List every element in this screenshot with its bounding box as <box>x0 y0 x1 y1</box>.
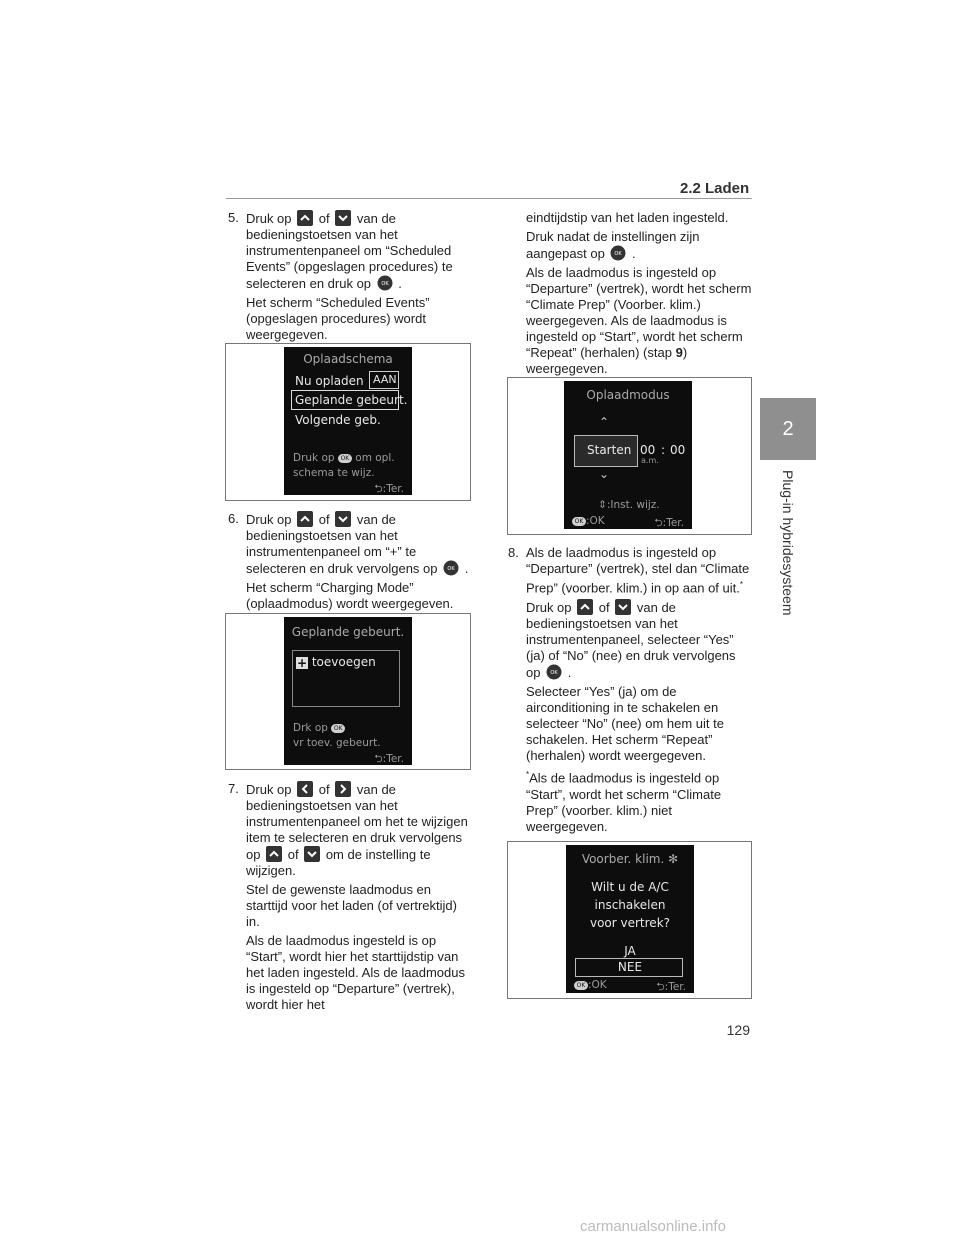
chevron-up-button-icon <box>297 210 313 226</box>
chevron-down-button-icon <box>615 599 631 615</box>
screen-title: Geplande gebeurt. <box>291 625 405 639</box>
chevron-down-button-icon <box>335 511 351 527</box>
right-column: eindtijdstip van het laden ingesteld. Druk nadat de instellingen zijn aangepast op OK . Als de laadmodus is ingesteld op “Departure” (vertrek), wordt het scherm “Climate Prep” (Voorber. klim.) weergegeven. Als de laadmodus is ingesteld op “Start”, wordt het scherm “Repeat” (herhalen) (stap 9) weergegeven. <box>526 210 752 376</box>
back-arrow-icon: ⮌ <box>374 483 383 495</box>
hint-line-2: vr toev. gebeurt. <box>293 737 381 749</box>
screen-frame-charging-schedule <box>225 343 471 501</box>
display-charging-mode <box>564 381 692 529</box>
svg-text:OK: OK <box>614 251 623 257</box>
question-line-1: Wilt u de A/C <box>591 880 669 894</box>
hour-value[interactable]: 00 <box>640 443 656 457</box>
chapter-label-text: Plug-in hybridesysteem <box>780 470 796 616</box>
hint-line-1: Drk op OK <box>293 722 345 734</box>
climate-fan-icon: ✻ <box>668 852 679 866</box>
display-scheduled-events <box>284 617 412 765</box>
display-charging-schedule <box>284 347 412 495</box>
chevron-up-button-icon <box>577 599 593 615</box>
hint-line-1: Druk op OK om opl. <box>293 452 395 464</box>
svg-text:OK: OK <box>381 281 389 287</box>
step-5: 5. Druk op of van de bedieningstoetsen van het instrumentenpaneel om “Scheduled Events” (opgeslagen procedures) te selecteren en druk op OK . Het scherm “Scheduled Events” (opgeslagen procedures) wordt weergegeven. <box>228 210 453 342</box>
screen-frame-scheduled-events <box>225 613 471 770</box>
svg-text:OK: OK <box>550 670 558 677</box>
chevron-down-button-icon <box>335 210 351 226</box>
no-option[interactable]: NEE <box>617 960 643 974</box>
chevron-right-button-icon <box>335 781 351 797</box>
back-hint: ⮌:Ter. <box>374 483 404 495</box>
ok-icon: OK <box>572 517 586 526</box>
svg-text:OK: OK <box>447 566 455 572</box>
chevron-up-icon[interactable]: ⌃ <box>599 415 610 429</box>
ok-icon: OK <box>331 724 345 733</box>
left-column <box>228 210 472 346</box>
page-number: 129 <box>726 1022 750 1038</box>
change-hint: ⇕:Inst. wijz. <box>598 499 660 511</box>
left-column-step6 <box>228 511 472 615</box>
plus-icon: + <box>296 656 308 670</box>
ok-button-icon <box>443 560 459 576</box>
right-column-step8 <box>508 545 752 838</box>
back-hint: ⮌:Ter. <box>656 981 686 993</box>
back-hint: ⮌:Ter. <box>374 753 404 765</box>
chapter-tab: 2 <box>760 398 816 460</box>
chevron-up-button-icon <box>266 846 282 862</box>
hint-line-2: schema te wijz. <box>293 467 375 479</box>
ok-button-icon <box>610 245 626 261</box>
chevron-up-button-icon <box>297 511 313 527</box>
chevron-left-button-icon <box>297 781 313 797</box>
chevron-down-button-icon <box>304 846 320 862</box>
screen-title: Oplaadmodus <box>586 388 670 402</box>
up-down-icon: ⇕ <box>598 499 607 511</box>
step-8: 8. Als de laadmodus is ingesteld op “Departure” (vertrek), stel dan “Climate Prep” (voorber. klim.) in op aan of uit.* Druk op of van de bedieningstoetsen van het instrumentenpaneel, selecteer “Yes” (ja) of “No” (nee) en druk vervolgens op OK . Selecteer “Yes” (ja) om de airconditioning in te schakelen en selecteer “No” (nee) om hem uit te schakelen. Het scherm “Repeat” (herhalen) wordt weergegeven. *Als de laadmodus is ingesteld op “Start”, wordt het scherm “Climate Prep” (voorber. klim.) niet weergegeven. <box>508 545 750 834</box>
back-arrow-icon: ⮌ <box>656 981 665 993</box>
menu-item-charge-now[interactable]: Nu opladen <box>295 374 364 388</box>
back-hint: ⮌:Ter. <box>654 517 684 529</box>
back-arrow-icon: ⮌ <box>654 517 663 529</box>
menu-item-next-event[interactable]: Volgende geb. <box>295 413 381 427</box>
watermark: carmanualsonline.info <box>580 1218 726 1235</box>
ok-button-icon <box>546 664 562 680</box>
section-header: 2.2 Laden <box>680 180 750 197</box>
left-column-step7 <box>228 781 472 1016</box>
status-badge-label: AAN <box>373 373 397 386</box>
ok-icon: OK <box>574 981 588 990</box>
menu-item-scheduled-events[interactable]: Geplande gebeurt. <box>295 393 408 407</box>
minute-value[interactable]: 00 <box>670 443 686 457</box>
header-rule <box>226 198 752 199</box>
am-pm-label: a.m. <box>641 456 659 465</box>
step-7: 7. Druk op of van de bedieningstoetsen van het instrumentenpaneel om het te wijzigen item te selecteren en druk vervolgens op of om de instelling te wijzigen. Stel de gewenste laadmodus en starttijd voor het laden (of vertrektijd) in. Als de laadmodus ingesteld is op “Start”, wordt hier het starttijdstip van het laden ingesteld. Als de laadmodus is ingesteld op “Departure” (vertrek), wordt hier het <box>228 781 468 1012</box>
screen-frame-climate-prep <box>507 841 752 999</box>
screen-title: Oplaadschema <box>303 352 393 366</box>
screen-title: Voorber. klim. ✻ <box>581 852 679 866</box>
chevron-down-icon[interactable]: ⌄ <box>599 467 610 481</box>
ok-button-icon <box>377 275 393 291</box>
time-colon: : <box>661 443 666 457</box>
question-line-3: voor vertrek? <box>589 916 671 930</box>
ok-hint: OK :OK <box>572 515 605 527</box>
display-climate-prep <box>566 845 694 993</box>
chapter-label <box>760 470 816 620</box>
mode-value: Starten <box>587 443 632 457</box>
back-arrow-icon: ⮌ <box>374 753 383 765</box>
ok-icon: OK <box>338 454 352 463</box>
ok-hint: OK :OK <box>574 979 607 991</box>
step-6: 6. Druk op of van de bedieningstoetsen van het instrumentenpaneel om “+” te selecteren en druk vervolgens op OK . Het scherm “Charging Mode” (oplaadmodus) wordt weergegeven. <box>228 511 469 611</box>
yes-option[interactable]: JA <box>624 944 636 958</box>
add-event-item[interactable]: + toevoegen <box>296 655 376 670</box>
question-line-2: inschakelen <box>594 898 666 912</box>
screen-frame-charging-mode <box>507 377 752 535</box>
